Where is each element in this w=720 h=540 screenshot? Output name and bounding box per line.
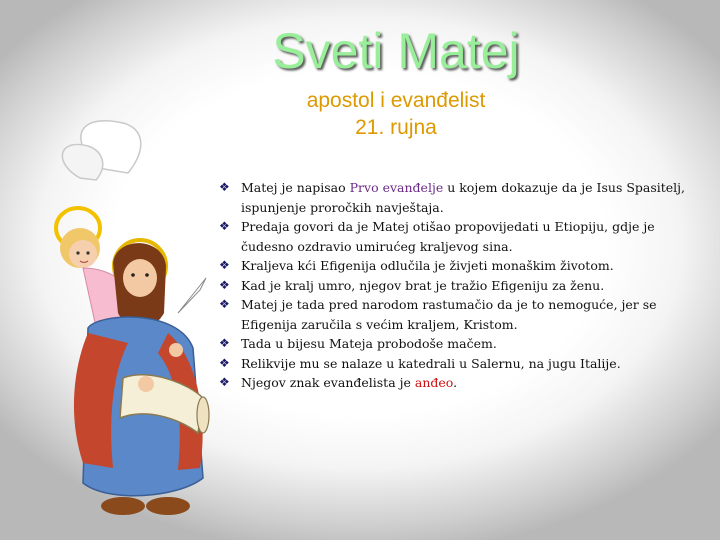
list-item: ❖ Predaja govori da je Matej otišao propovijedati u Etiopiju, gdje je čudesno ozdravio umirućeg kraljevog sina. xyxy=(219,219,655,254)
list-item: ❖ Kad je kralj umro, njegov brat je tražio Efigeniju za ženu. xyxy=(219,276,689,296)
list-item: ❖ Njegov znak evanđelista je anđeo. xyxy=(219,373,689,393)
diamond-bullet-icon: ❖ xyxy=(219,297,230,311)
list-item: ❖ Relikvije mu se nalaze u katedrali u Salernu, na jugu Italije. xyxy=(219,354,689,374)
list-item: ❖ Matej je napisao Prvo evanđelje u kojem dokazuje da je Isus Spasitelj, ispunjenje proročkih navještaja. xyxy=(219,180,686,215)
list-item: ❖ Matej je tada pred narodom rastumačio da je to nemoguće, jer se Efigenija zaručila s većim kraljem, Kristom. xyxy=(219,297,657,332)
list-item: ❖ Kraljeva kći Efigenija odlučila je živjeti monaškim životom. xyxy=(219,256,689,276)
diamond-bullet-icon: ❖ xyxy=(219,258,230,272)
slide-title: Sveti Matej xyxy=(272,23,520,79)
diamond-bullet-icon: ❖ xyxy=(219,219,230,233)
diamond-bullet-icon: ❖ xyxy=(219,355,230,370)
slide-subtitle-date: 21. rujna xyxy=(355,116,437,139)
highlight-angel: anđeo xyxy=(414,375,454,390)
fact-list xyxy=(219,178,689,393)
saint-matthew-angel-illustration xyxy=(28,118,218,520)
highlight-gospel: Prvo evanđelje xyxy=(349,180,444,195)
slide-subtitle-role: apostol i evanđelist xyxy=(306,89,486,112)
list-item: ❖ Tada u bijesu Mateja probodoše mačem. xyxy=(219,334,689,354)
diamond-bullet-icon: ❖ xyxy=(219,336,230,350)
diamond-bullet-icon: ❖ xyxy=(219,180,230,194)
diamond-bullet-icon: ❖ xyxy=(219,277,230,292)
diamond-bullet-icon: ❖ xyxy=(219,375,230,389)
